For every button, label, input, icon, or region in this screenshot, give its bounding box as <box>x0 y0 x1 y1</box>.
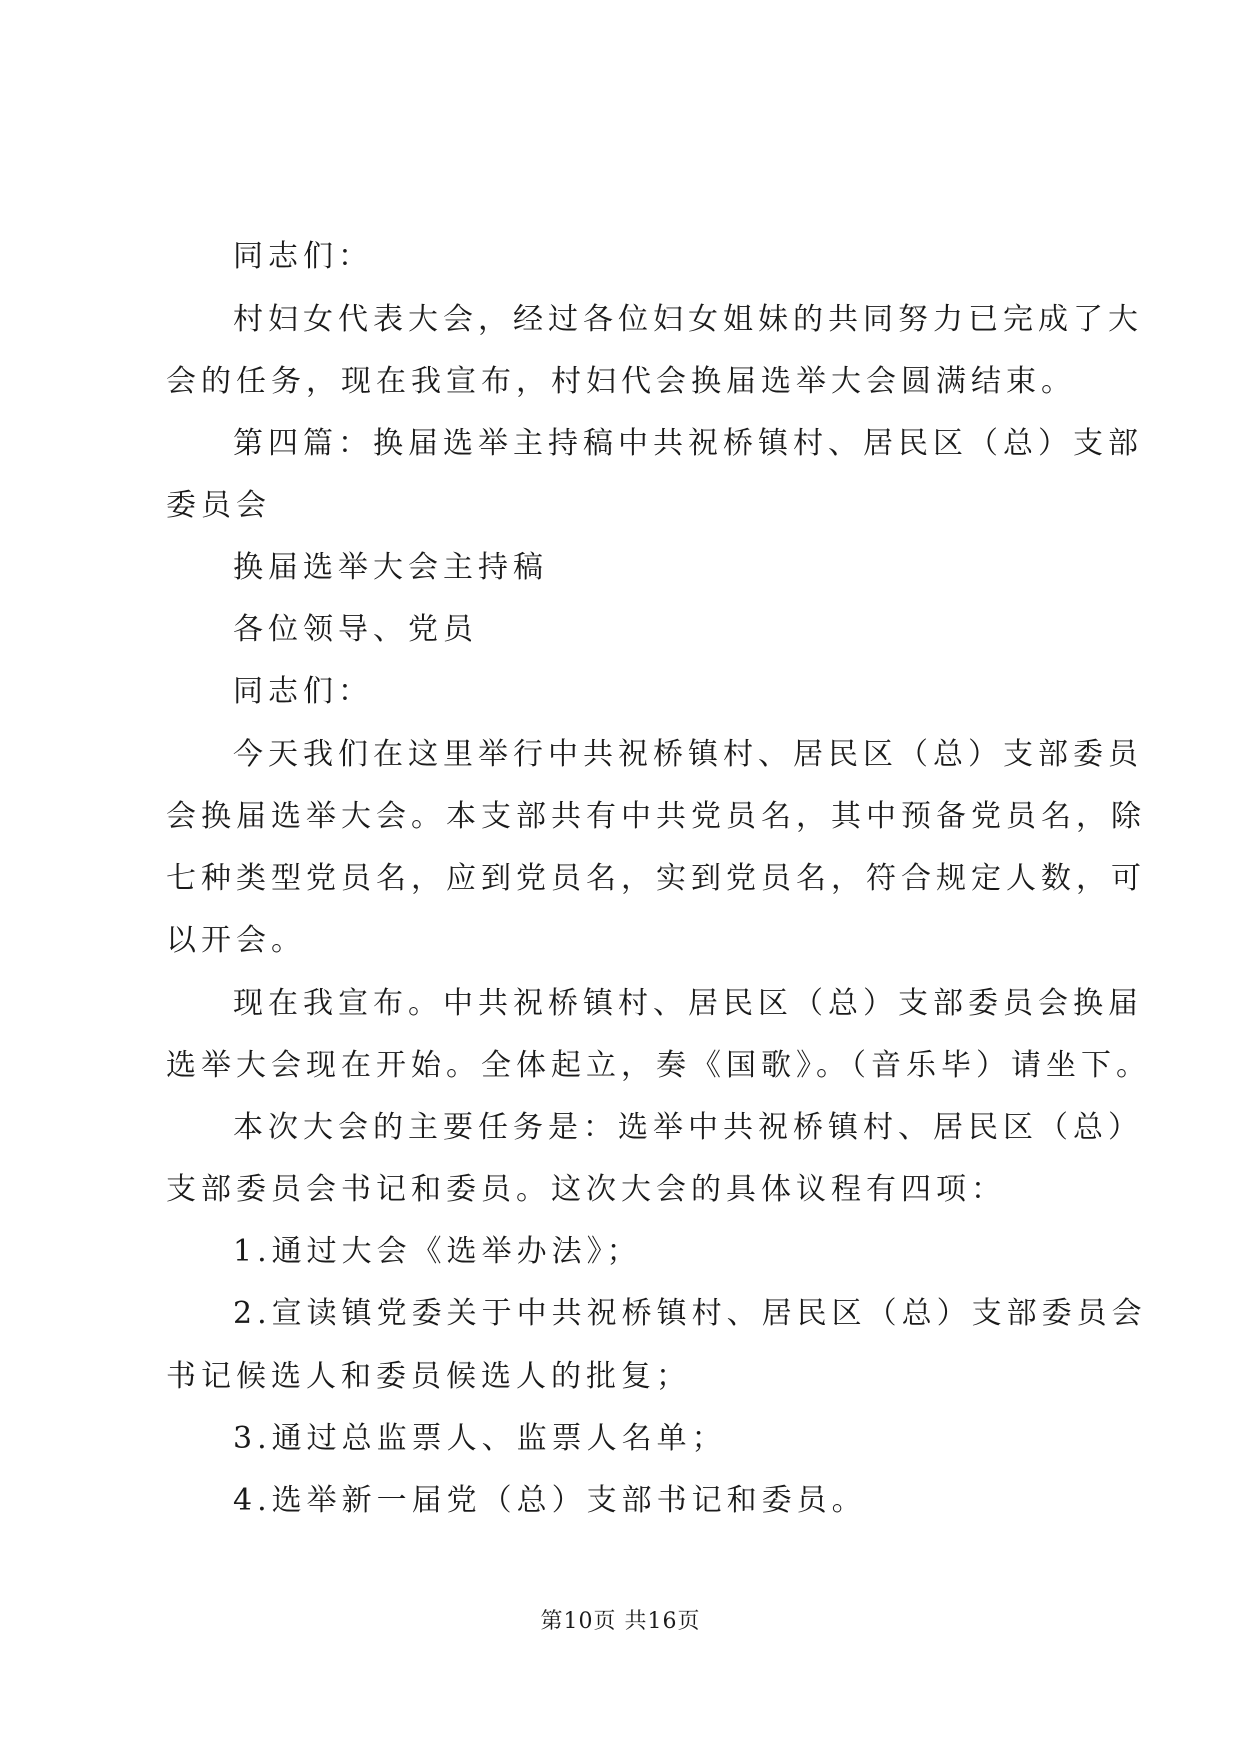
paragraph-line: 同志们： <box>233 239 373 274</box>
agenda-item: 2.宣读镇党委关于中共祝桥镇村、居民区（总）支部委员会 <box>233 1296 1147 1331</box>
paragraph-line: 村妇女代表大会，经过各位妇女姐妹的共同努力已完成了大 <box>233 302 1143 337</box>
agenda-item: 3.通过总监票人、监票人名单； <box>233 1421 727 1456</box>
paragraph-line: 会的任务，现在我宣布，村妇代会换届选举大会圆满结束。 <box>166 364 1076 399</box>
paragraph-line: 会换届选举大会。本支部共有中共党员名，其中预备党员名，除 <box>166 799 1146 834</box>
paragraph-line: 七种类型党员名，应到党员名，实到党员名，符合规定人数，可 <box>166 861 1146 896</box>
paragraph-line: 各位领导、党员 <box>233 612 478 647</box>
paragraph-line: 同志们： <box>233 674 373 709</box>
paragraph-line: 支部委员会书记和委员。这次大会的具体议程有四项： <box>166 1172 1006 1207</box>
section-heading-line: 第四篇：换届选举主持稿中共祝桥镇村、居民区（总）支部 <box>233 426 1143 461</box>
page-number-footer: 第10页 共16页 <box>540 1609 701 1634</box>
paragraph-line: 以开会。 <box>166 923 306 958</box>
agenda-item: 4.选举新一届党（总）支部书记和委员。 <box>233 1483 867 1518</box>
paragraph-line: 今天我们在这里举行中共祝桥镇村、居民区（总）支部委员 <box>233 737 1143 772</box>
paragraph-line: 本次大会的主要任务是：选举中共祝桥镇村、居民区（总） <box>233 1110 1143 1145</box>
section-heading-line: 委员会 <box>166 488 271 523</box>
paragraph-line: 选举大会现在开始。全体起立，奏《国歌》。（音乐毕）请坐下。 <box>166 1048 1151 1083</box>
paragraph-line: 现在我宣布。中共祝桥镇村、居民区（总）支部委员会换届 <box>233 986 1143 1021</box>
agenda-item: 1.通过大会《选举办法》； <box>233 1234 642 1269</box>
paragraph-line: 换届选举大会主持稿 <box>233 550 548 585</box>
agenda-item: 书记候选人和委员候选人的批复； <box>166 1359 691 1394</box>
